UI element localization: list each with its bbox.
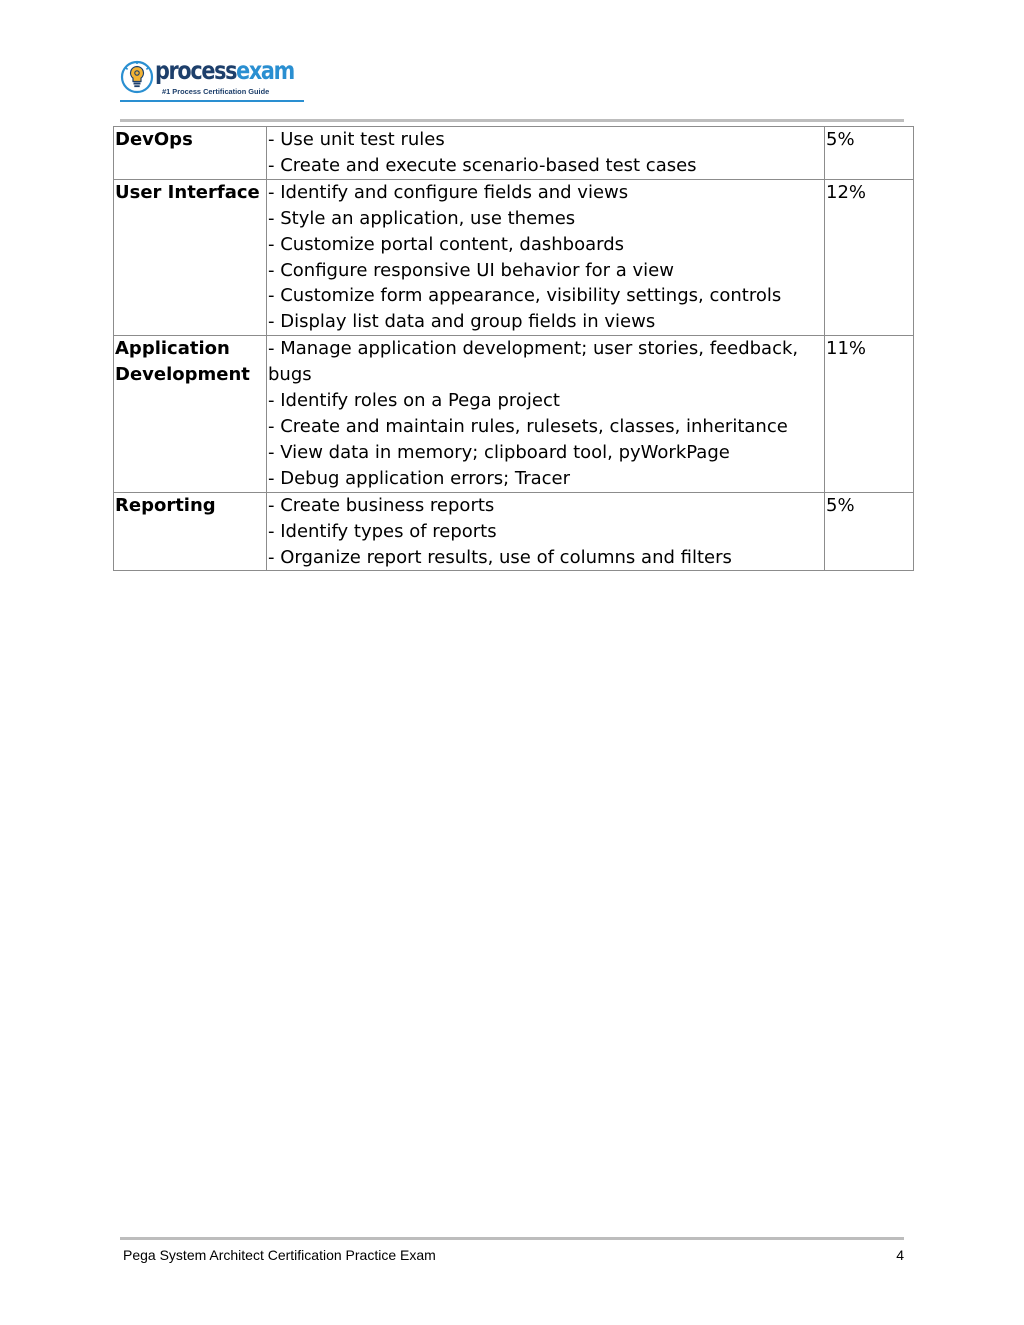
details-cell	[267, 127, 825, 180]
detail-item: - Identify roles on a Pega project	[268, 390, 560, 412]
topic-cell	[114, 336, 267, 492]
footer-document-title: Pega System Architect Certification Practice Exam	[123, 1247, 436, 1263]
logo-word-process: process	[155, 56, 237, 85]
logo-underline	[120, 100, 304, 102]
topic-label: DevOps	[115, 129, 193, 150]
detail-item: - View data in memory; clipboard tool, pyWorkPage	[268, 441, 730, 463]
topic-cell	[114, 179, 267, 335]
topic-label: User Interface	[115, 181, 260, 203]
footer-divider	[120, 1237, 904, 1240]
detail-item: - Identify types of reports	[268, 520, 497, 542]
table-row	[114, 492, 914, 571]
logo-word-exam: exam	[236, 56, 294, 85]
topic-cell	[114, 127, 267, 180]
topic-label: Development	[115, 364, 250, 386]
exam-topics-table	[113, 126, 914, 571]
weight-percent: 5%	[826, 129, 855, 150]
header-divider	[120, 119, 904, 122]
topic-label: Reporting	[115, 494, 216, 516]
table-row	[114, 127, 914, 180]
details-cell	[267, 492, 825, 571]
processexam-logo	[120, 58, 306, 104]
percent-cell	[825, 336, 914, 492]
detail-item: - Create and execute scenario-based test cases	[268, 154, 697, 176]
percent-cell	[825, 492, 914, 571]
table-row	[114, 336, 914, 492]
logo-wordmark	[155, 56, 294, 86]
weight-percent: 11%	[826, 338, 867, 360]
detail-item: - Customize form appearance, visibility settings, controls	[268, 285, 782, 307]
footer-page-number: 4	[896, 1247, 904, 1263]
weight-percent: 5%	[826, 494, 855, 516]
detail-item: - Display list data and group fields in views	[268, 311, 656, 333]
detail-item: - Debug application errors; Tracer	[268, 467, 571, 489]
table-row	[114, 179, 914, 335]
detail-item: - Style an application, use themes	[268, 207, 576, 229]
detail-item: - Customize portal content, dashboards	[268, 233, 625, 255]
logo-tagline: #1 Process Certification Guide	[162, 87, 270, 96]
detail-item: - Identify and configure fields and views	[268, 181, 629, 203]
exam-topics-body	[114, 127, 914, 571]
topic-label: Application	[115, 338, 230, 360]
detail-item: - Configure responsive UI behavior for a view	[268, 259, 674, 281]
percent-cell	[825, 127, 914, 180]
detail-item: - Use unit test rules	[268, 129, 445, 150]
detail-item: - Create and maintain rules, rulesets, classes, inheritance	[268, 415, 788, 437]
detail-item: - Create business reports	[268, 494, 495, 516]
lightbulb-gear-icon	[120, 60, 154, 94]
detail-item: - Manage application development; user stories, feedback, bugs	[268, 338, 799, 386]
details-cell	[267, 336, 825, 492]
detail-item: - Organize report results, use of columns and filters	[268, 546, 732, 568]
percent-cell	[825, 179, 914, 335]
topic-cell	[114, 492, 267, 571]
weight-percent: 12%	[826, 181, 867, 203]
details-cell	[267, 179, 825, 335]
